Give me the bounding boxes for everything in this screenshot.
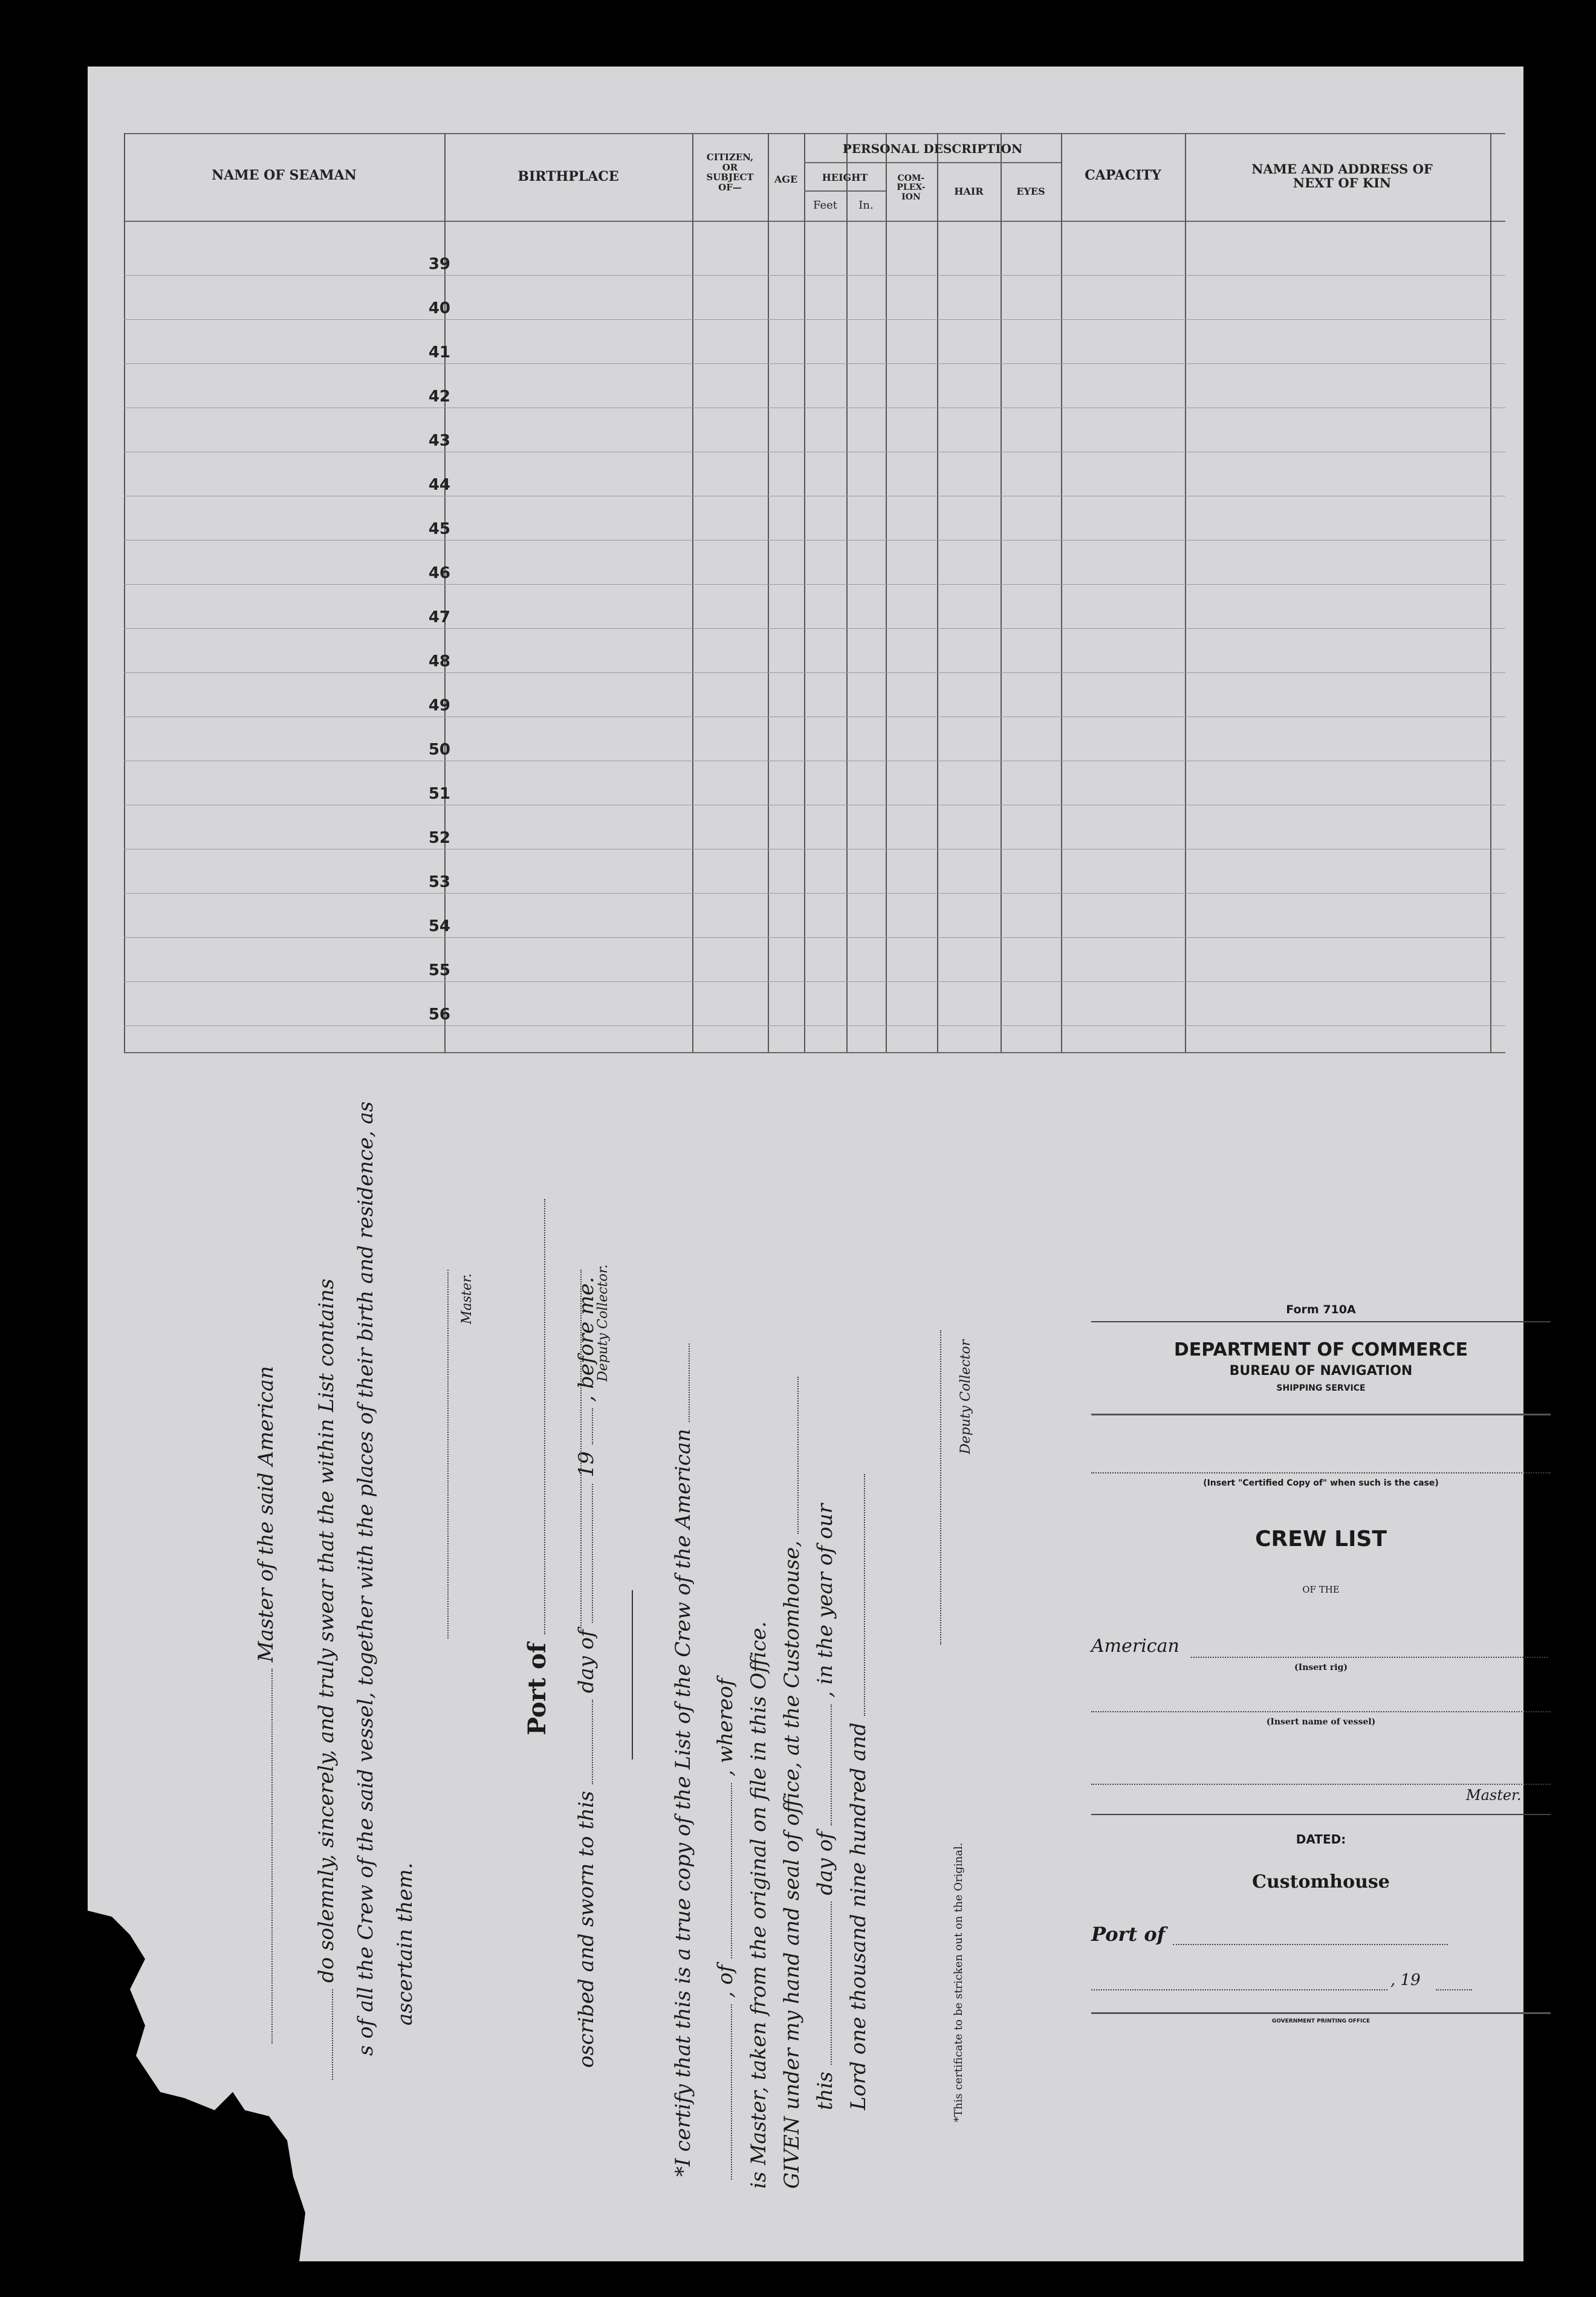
header-bottom-rule [124, 221, 1505, 222]
cover-rule-double [1091, 1414, 1551, 1415]
master-line [1091, 1784, 1551, 1785]
american-label: American [1091, 1636, 1179, 1657]
customhouse-label: Customhouse [1252, 1871, 1390, 1893]
cover-rule-3 [1091, 2012, 1551, 2014]
master-signature-line [447, 1270, 450, 1639]
table-top-rule [124, 133, 1505, 134]
cert-year-text: , in the year of our [813, 1503, 837, 1698]
cert-line-2: is Master, taken from the original on file in this Office. [747, 1621, 771, 2189]
header-name-of-seaman: NAME OF SEAMAN [212, 167, 357, 183]
bureau-title: BUREAU OF NAVIGATION [1229, 1363, 1413, 1379]
rig-line [1191, 1657, 1548, 1658]
oath-line-3: s of all the Crew of the said vessel, together with the places of their birth and residence, as [354, 1101, 378, 2056]
row-number: 43 [428, 432, 450, 450]
row-line [124, 672, 1505, 673]
col-line [1061, 133, 1062, 1052]
of-the-label: OF THE [1302, 1584, 1340, 1595]
row-line [124, 1025, 1505, 1026]
row-line [124, 275, 1505, 276]
header-citizen: CITIZEN, OR SUBJECT OF— [706, 152, 754, 193]
row-number: 45 [428, 520, 450, 538]
col-line [886, 133, 887, 1052]
cert-this-text: this [813, 2071, 837, 2110]
insert-vessel-note: (Insert name of vessel) [1266, 1717, 1376, 1727]
crew-table [88, 67, 1523, 1058]
col-line [768, 133, 769, 1052]
cover-master-label: Master. [1466, 1787, 1522, 1804]
row-line [124, 628, 1505, 629]
row-line [124, 849, 1505, 850]
col-line [124, 133, 125, 1052]
cert-footnote: *This certificate to be stricken out on the Original. [952, 1842, 965, 2122]
row-number: 53 [428, 873, 450, 891]
deputy-signature-line [580, 1270, 583, 1633]
nineteen-text: 19 [574, 1451, 598, 1478]
dated-label: DATED: [1296, 1832, 1346, 1847]
row-line [124, 716, 1505, 717]
col-line [804, 133, 805, 1052]
cover-panel [1091, 1125, 1551, 2140]
cert-signature-line [940, 1330, 942, 1645]
cert-lord-text: Lord one thousand nine hundred and [846, 1722, 871, 2110]
row-number: 51 [428, 785, 450, 803]
cert-given-text: GIVEN under my hand and seal of office, at the Customhouse, [780, 1540, 804, 2189]
cert-line-lord [846, 1474, 871, 2110]
oath-subscribed-line [574, 1277, 598, 2068]
port-line [1173, 1944, 1448, 1945]
col-line [1185, 133, 1186, 1052]
row-number: 48 [428, 652, 450, 671]
oath-master-text: Master of the said American [254, 1366, 278, 1663]
header-capacity: CAPACITY [1085, 167, 1161, 183]
cert-deputy-label: Deputy Collector [958, 1339, 973, 1454]
row-number: 46 [428, 564, 450, 582]
before-me-text: , before me. [574, 1276, 598, 1402]
table-bottom-rule [124, 1052, 1505, 1053]
port-of-label: Port of [523, 1642, 551, 1735]
form-number: Form 710A [1286, 1303, 1356, 1316]
oath-port-of [523, 1199, 551, 1735]
header-hair: HAIR [954, 186, 984, 197]
row-number: 49 [428, 697, 450, 715]
header-next-of-kin: NAME AND ADDRESS OF NEXT OF KIN [1251, 161, 1433, 191]
cover-rule-2 [1091, 1814, 1551, 1815]
row-line [124, 893, 1505, 894]
oath-swear-text: do solemnly, sincerely, and truly swear that the within List contains [314, 1278, 339, 1983]
certified-copy-line [1091, 1472, 1551, 1473]
row-number: 44 [428, 476, 450, 494]
row-number: 47 [428, 608, 450, 626]
cover-port-of: Port of [1091, 1923, 1166, 1946]
printer-imprint: GOVERNMENT PRINTING OFFICE [1271, 2018, 1371, 2024]
row-number: 41 [428, 343, 450, 362]
row-line [124, 363, 1505, 364]
header-feet: Feet [813, 199, 838, 212]
header-birthplace: BIRTHPLACE [517, 169, 619, 184]
crew-list-title: CREW LIST [1255, 1527, 1387, 1551]
header-age: AGE [774, 174, 798, 185]
torn-edge-shape [88, 1911, 329, 2261]
subscribed-text: oscribed and sworn to this [574, 1790, 598, 2068]
cover-rule [1091, 1321, 1551, 1322]
cert-day-of-text: day of [813, 1831, 837, 1896]
col-line [692, 133, 693, 1052]
insert-rig-note: (Insert rig) [1294, 1663, 1348, 1672]
row-line [124, 540, 1505, 541]
cert-certify-text: *I certify that this is a true copy of the List of the Crew of the American [671, 1429, 695, 2177]
cert-line-of [713, 1678, 738, 2180]
header-complexion: COM- PLEX- ION [897, 174, 926, 202]
row-number: 42 [428, 388, 450, 406]
row-number: 52 [428, 829, 450, 847]
header-height: HEIGHT [822, 172, 868, 183]
cert-line-3 [780, 1377, 804, 2189]
service-title: SHIPPING SERVICE [1276, 1383, 1366, 1393]
date-line [1091, 1989, 1387, 1990]
oath-master-label: Master. [459, 1273, 475, 1324]
height-rule [804, 190, 886, 192]
oath-line-4: ascertain them. [393, 1862, 417, 2026]
cert-line-this [813, 1504, 837, 2110]
row-number: 54 [428, 917, 450, 935]
cover-nineteen: , 19 [1390, 1971, 1421, 1989]
row-line [124, 319, 1505, 320]
col-line [1490, 133, 1491, 1052]
year-line [1436, 1989, 1472, 1990]
department-title: DEPARTMENT OF COMMERCE [1173, 1339, 1468, 1360]
day-of-text: day of [574, 1629, 598, 1694]
row-number: 40 [428, 299, 450, 317]
cert-whereof-text: , whereof [713, 1678, 738, 1776]
cert-of-text: , of [713, 1964, 738, 1998]
col-line [1001, 133, 1002, 1052]
row-number: 55 [428, 961, 450, 980]
header-personal-description: PERSONAL DESCRIPTION [842, 141, 1023, 156]
row-line [124, 937, 1505, 938]
personal-desc-rule [804, 162, 1061, 163]
row-line [124, 584, 1505, 585]
col-line [846, 133, 848, 1052]
row-number: 39 [428, 255, 450, 273]
vessel-line [1091, 1711, 1551, 1712]
header-inches: In. [858, 199, 874, 212]
header-eyes: EYES [1016, 186, 1045, 197]
oath-deputy-label: Deputy Collector. [595, 1264, 611, 1382]
row-line [124, 981, 1505, 982]
col-line [937, 133, 938, 1052]
row-number: 56 [428, 1006, 450, 1024]
row-number: 50 [428, 741, 450, 759]
cert-line-1 [671, 1343, 695, 2177]
crew-list-sheet [88, 67, 1523, 2261]
insert-certified-note: (Insert "Certified Copy of" when such is the case) [1203, 1478, 1439, 1488]
section-divider [632, 1590, 633, 1759]
